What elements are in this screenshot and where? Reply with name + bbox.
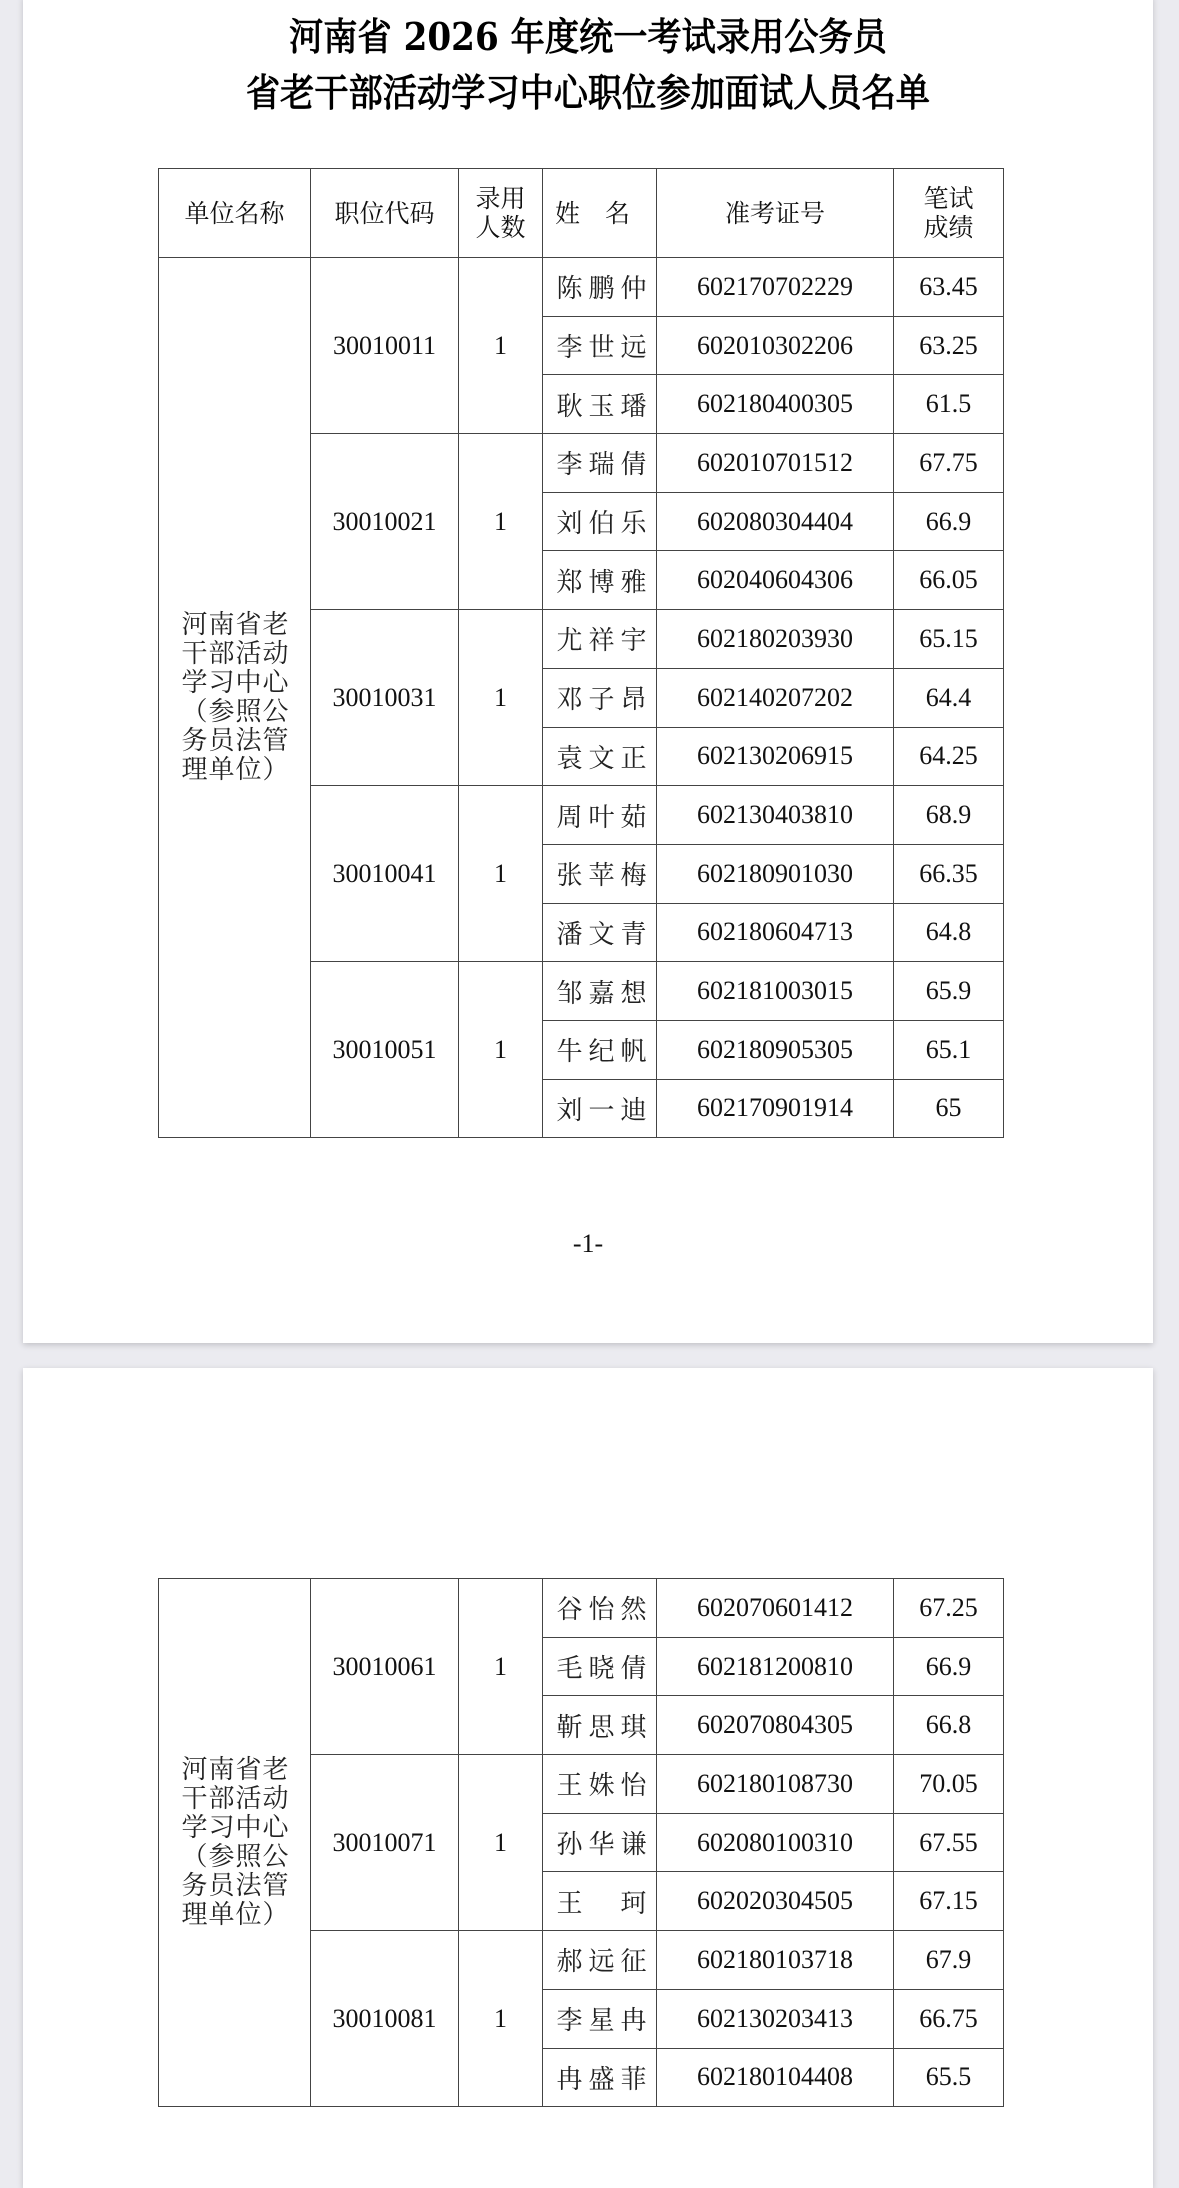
written-score: 65.9 (894, 962, 1004, 1021)
written-score: 67.25 (894, 1579, 1004, 1638)
written-score: 63.45 (894, 258, 1004, 317)
written-score: 64.25 (894, 727, 1004, 786)
header-hire-count-label: 录用人数 (475, 184, 526, 242)
position-code-cell: 30010031 (311, 610, 459, 786)
candidate-name: 冉盛菲 (543, 2048, 657, 2107)
candidate-name: 陈鹏仲 (543, 258, 657, 317)
written-score: 66.75 (894, 1989, 1004, 2048)
written-score: 66.35 (894, 844, 1004, 903)
candidate-name: 牛纪帆 (543, 1020, 657, 1079)
ticket-number: 602180103718 (657, 1931, 894, 1990)
ticket-number: 602080100310 (657, 1813, 894, 1872)
candidate-name: 刘一迪 (543, 1079, 657, 1138)
ticket-number: 602010302206 (657, 316, 894, 375)
table-row (159, 1579, 1004, 1638)
hire-count-cell: 1 (459, 258, 543, 434)
candidate-name: 靳思琪 (543, 1696, 657, 1755)
ticket-number: 602180400305 (657, 375, 894, 434)
ticket-number: 602130206915 (657, 727, 894, 786)
position-code-cell: 30010051 (311, 962, 459, 1138)
ticket-number: 602180901030 (657, 844, 894, 903)
ticket-number: 602170702229 (657, 258, 894, 317)
ticket-number: 602181200810 (657, 1637, 894, 1696)
candidate-name: 邹嘉想 (543, 962, 657, 1021)
candidate-name: 周叶茹 (543, 786, 657, 845)
candidate-name: 王 珂 (543, 1872, 657, 1931)
ticket-number: 602180905305 (657, 1020, 894, 1079)
hire-count-cell: 1 (459, 434, 543, 610)
document-title-line-2: 省老干部活动学习中心职位参加面试人员名单 (245, 70, 930, 115)
written-score: 66.8 (894, 1696, 1004, 1755)
position-code-cell: 30010011 (311, 258, 459, 434)
header-written-score-label: 笔试成绩 (923, 184, 974, 242)
ticket-number: 602080304404 (657, 492, 894, 551)
page-top-mark (183, 0, 243, 1)
header-unit-name: 单位名称 (159, 169, 311, 258)
written-score: 70.05 (894, 1755, 1004, 1814)
hire-count-cell: 1 (459, 1579, 543, 1755)
written-score: 64.8 (894, 903, 1004, 962)
position-code-cell: 30010071 (311, 1755, 459, 1931)
written-score: 66.9 (894, 1637, 1004, 1696)
candidate-name: 李世远 (543, 316, 657, 375)
candidate-name: 李瑞倩 (543, 434, 657, 493)
ticket-number: 602040604306 (657, 551, 894, 610)
candidate-name: 尤祥宇 (543, 610, 657, 669)
hire-count-cell: 1 (459, 786, 543, 962)
document-title-line-1: 河南省 2026 年度统一考试录用公务员 (289, 14, 887, 59)
ticket-number: 602010701512 (657, 434, 894, 493)
candidate-name: 潘文青 (543, 903, 657, 962)
candidate-name: 王姝怡 (543, 1755, 657, 1814)
ticket-number: 602020304505 (657, 1872, 894, 1931)
header-ticket-number: 准考证号 (657, 169, 894, 258)
document-page-2 (23, 1368, 1153, 2188)
page-number: -1- (572, 1229, 604, 1258)
written-score: 67.9 (894, 1931, 1004, 1990)
position-code-cell: 30010061 (311, 1579, 459, 1755)
position-code-cell: 30010081 (311, 1931, 459, 2107)
ticket-number: 602180604713 (657, 903, 894, 962)
table-header-row (159, 169, 1004, 258)
written-score: 66.05 (894, 551, 1004, 610)
ticket-number: 602180203930 (657, 610, 894, 669)
ticket-number: 602130403810 (657, 786, 894, 845)
written-score: 65.1 (894, 1020, 1004, 1079)
written-score: 65 (894, 1079, 1004, 1138)
ticket-number: 602180108730 (657, 1755, 894, 1814)
ticket-number: 602170901914 (657, 1079, 894, 1138)
candidate-name: 刘伯乐 (543, 492, 657, 551)
written-score: 63.25 (894, 316, 1004, 375)
written-score: 65.5 (894, 2048, 1004, 2107)
written-score: 67.55 (894, 1813, 1004, 1872)
header-written-score (894, 169, 1004, 258)
ticket-number: 602130203413 (657, 1989, 894, 2048)
ticket-number: 602070601412 (657, 1579, 894, 1638)
document-page-1 (23, 0, 1153, 1343)
written-score: 67.15 (894, 1872, 1004, 1931)
hire-count-cell: 1 (459, 962, 543, 1138)
unit-name-cell: 河南省老干部活动学习中心（参照公务员法管理单位） (159, 1579, 311, 2107)
written-score: 61.5 (894, 375, 1004, 434)
ticket-number: 602140207202 (657, 668, 894, 727)
table-row (159, 258, 1004, 317)
unit-name-cell: 河南省老干部活动学习中心（参照公务员法管理单位） (159, 258, 311, 1138)
interview-roster-table-page-2 (158, 1578, 1004, 2107)
written-score: 64.4 (894, 668, 1004, 727)
candidate-name: 袁文正 (543, 727, 657, 786)
ticket-number: 602070804305 (657, 1696, 894, 1755)
written-score: 68.9 (894, 786, 1004, 845)
written-score: 66.9 (894, 492, 1004, 551)
candidate-name: 郑博雅 (543, 551, 657, 610)
candidate-name: 郝远征 (543, 1931, 657, 1990)
header-hire-count (459, 169, 543, 258)
ticket-number: 602181003015 (657, 962, 894, 1021)
candidate-name: 李星冉 (543, 1989, 657, 2048)
ticket-number: 602180104408 (657, 2048, 894, 2107)
position-code-cell: 30010021 (311, 434, 459, 610)
candidate-name: 邓子昂 (543, 668, 657, 727)
candidate-name: 孙华谦 (543, 1813, 657, 1872)
candidate-name: 耿玉璠 (543, 375, 657, 434)
hire-count-cell: 1 (459, 1755, 543, 1931)
header-position-code: 职位代码 (311, 169, 459, 258)
candidate-name: 谷怡然 (543, 1579, 657, 1638)
interview-roster-table-page-1 (158, 168, 1004, 1138)
position-code-cell: 30010041 (311, 786, 459, 962)
candidate-name: 张苹梅 (543, 844, 657, 903)
header-name: 姓 名 (543, 169, 657, 258)
written-score: 65.15 (894, 610, 1004, 669)
hire-count-cell: 1 (459, 610, 543, 786)
written-score: 67.75 (894, 434, 1004, 493)
candidate-name: 毛晓倩 (543, 1637, 657, 1696)
hire-count-cell: 1 (459, 1931, 543, 2107)
